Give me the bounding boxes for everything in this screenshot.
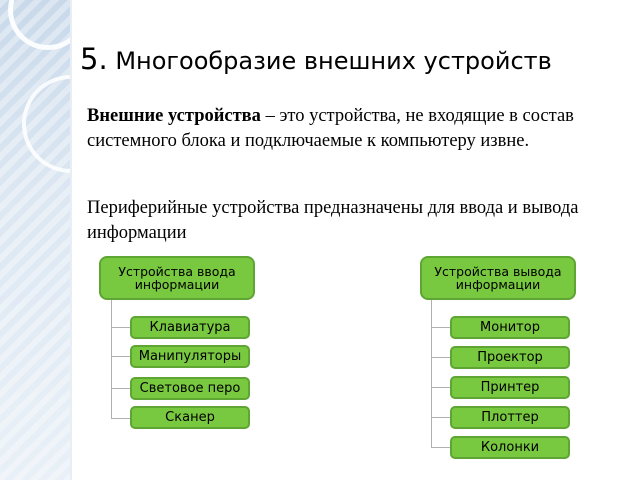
input-tree-trunk [111,300,112,419]
output-item-speakers: Колонки [450,436,570,459]
definition-paragraph [87,104,617,154]
slide-number: 5. [80,42,108,76]
side-stripes [0,0,70,480]
input-tree-branch [111,356,130,357]
input-tree-branch [111,388,130,389]
input-item-scanner: Сканер [130,406,250,429]
output-item-plotter: Плоттер [450,406,570,429]
output-tree-branch [431,327,450,328]
input-tree-branch [111,327,130,328]
input-item-keyboard: Клавиатура [130,316,250,339]
decorative-side-panel [0,0,70,480]
output-tree-branch [431,417,450,418]
input-item-light-pen: Световое перо [130,377,250,400]
output-tree-branch [431,387,450,388]
output-tree-branch [431,357,450,358]
slide-title [80,42,630,76]
definition-text: – это устройства, не входящие в состав системного блока и подключаемые к компьютеру извне. [87,106,574,151]
output-item-projector: Проектор [450,346,570,369]
output-item-monitor: Монитор [450,316,570,339]
output-tree-branch [431,447,450,448]
side-divider [70,0,72,480]
input-tree-branch [111,418,130,419]
slide-title-text: Многообразие внешних устройств [115,47,552,75]
definition-term: Внешние устройства [87,106,261,126]
input-devices-header: Устройства ввода информации [99,256,255,300]
output-devices-header: Устройства вывода информации [420,256,576,300]
input-item-manipulators: Манипуляторы [130,345,250,368]
output-item-printer: Принтер [450,376,570,399]
peripheral-paragraph: Периферийные устройства предназначены для ввода и вывода информации [87,198,579,243]
output-tree-trunk [431,300,432,447]
